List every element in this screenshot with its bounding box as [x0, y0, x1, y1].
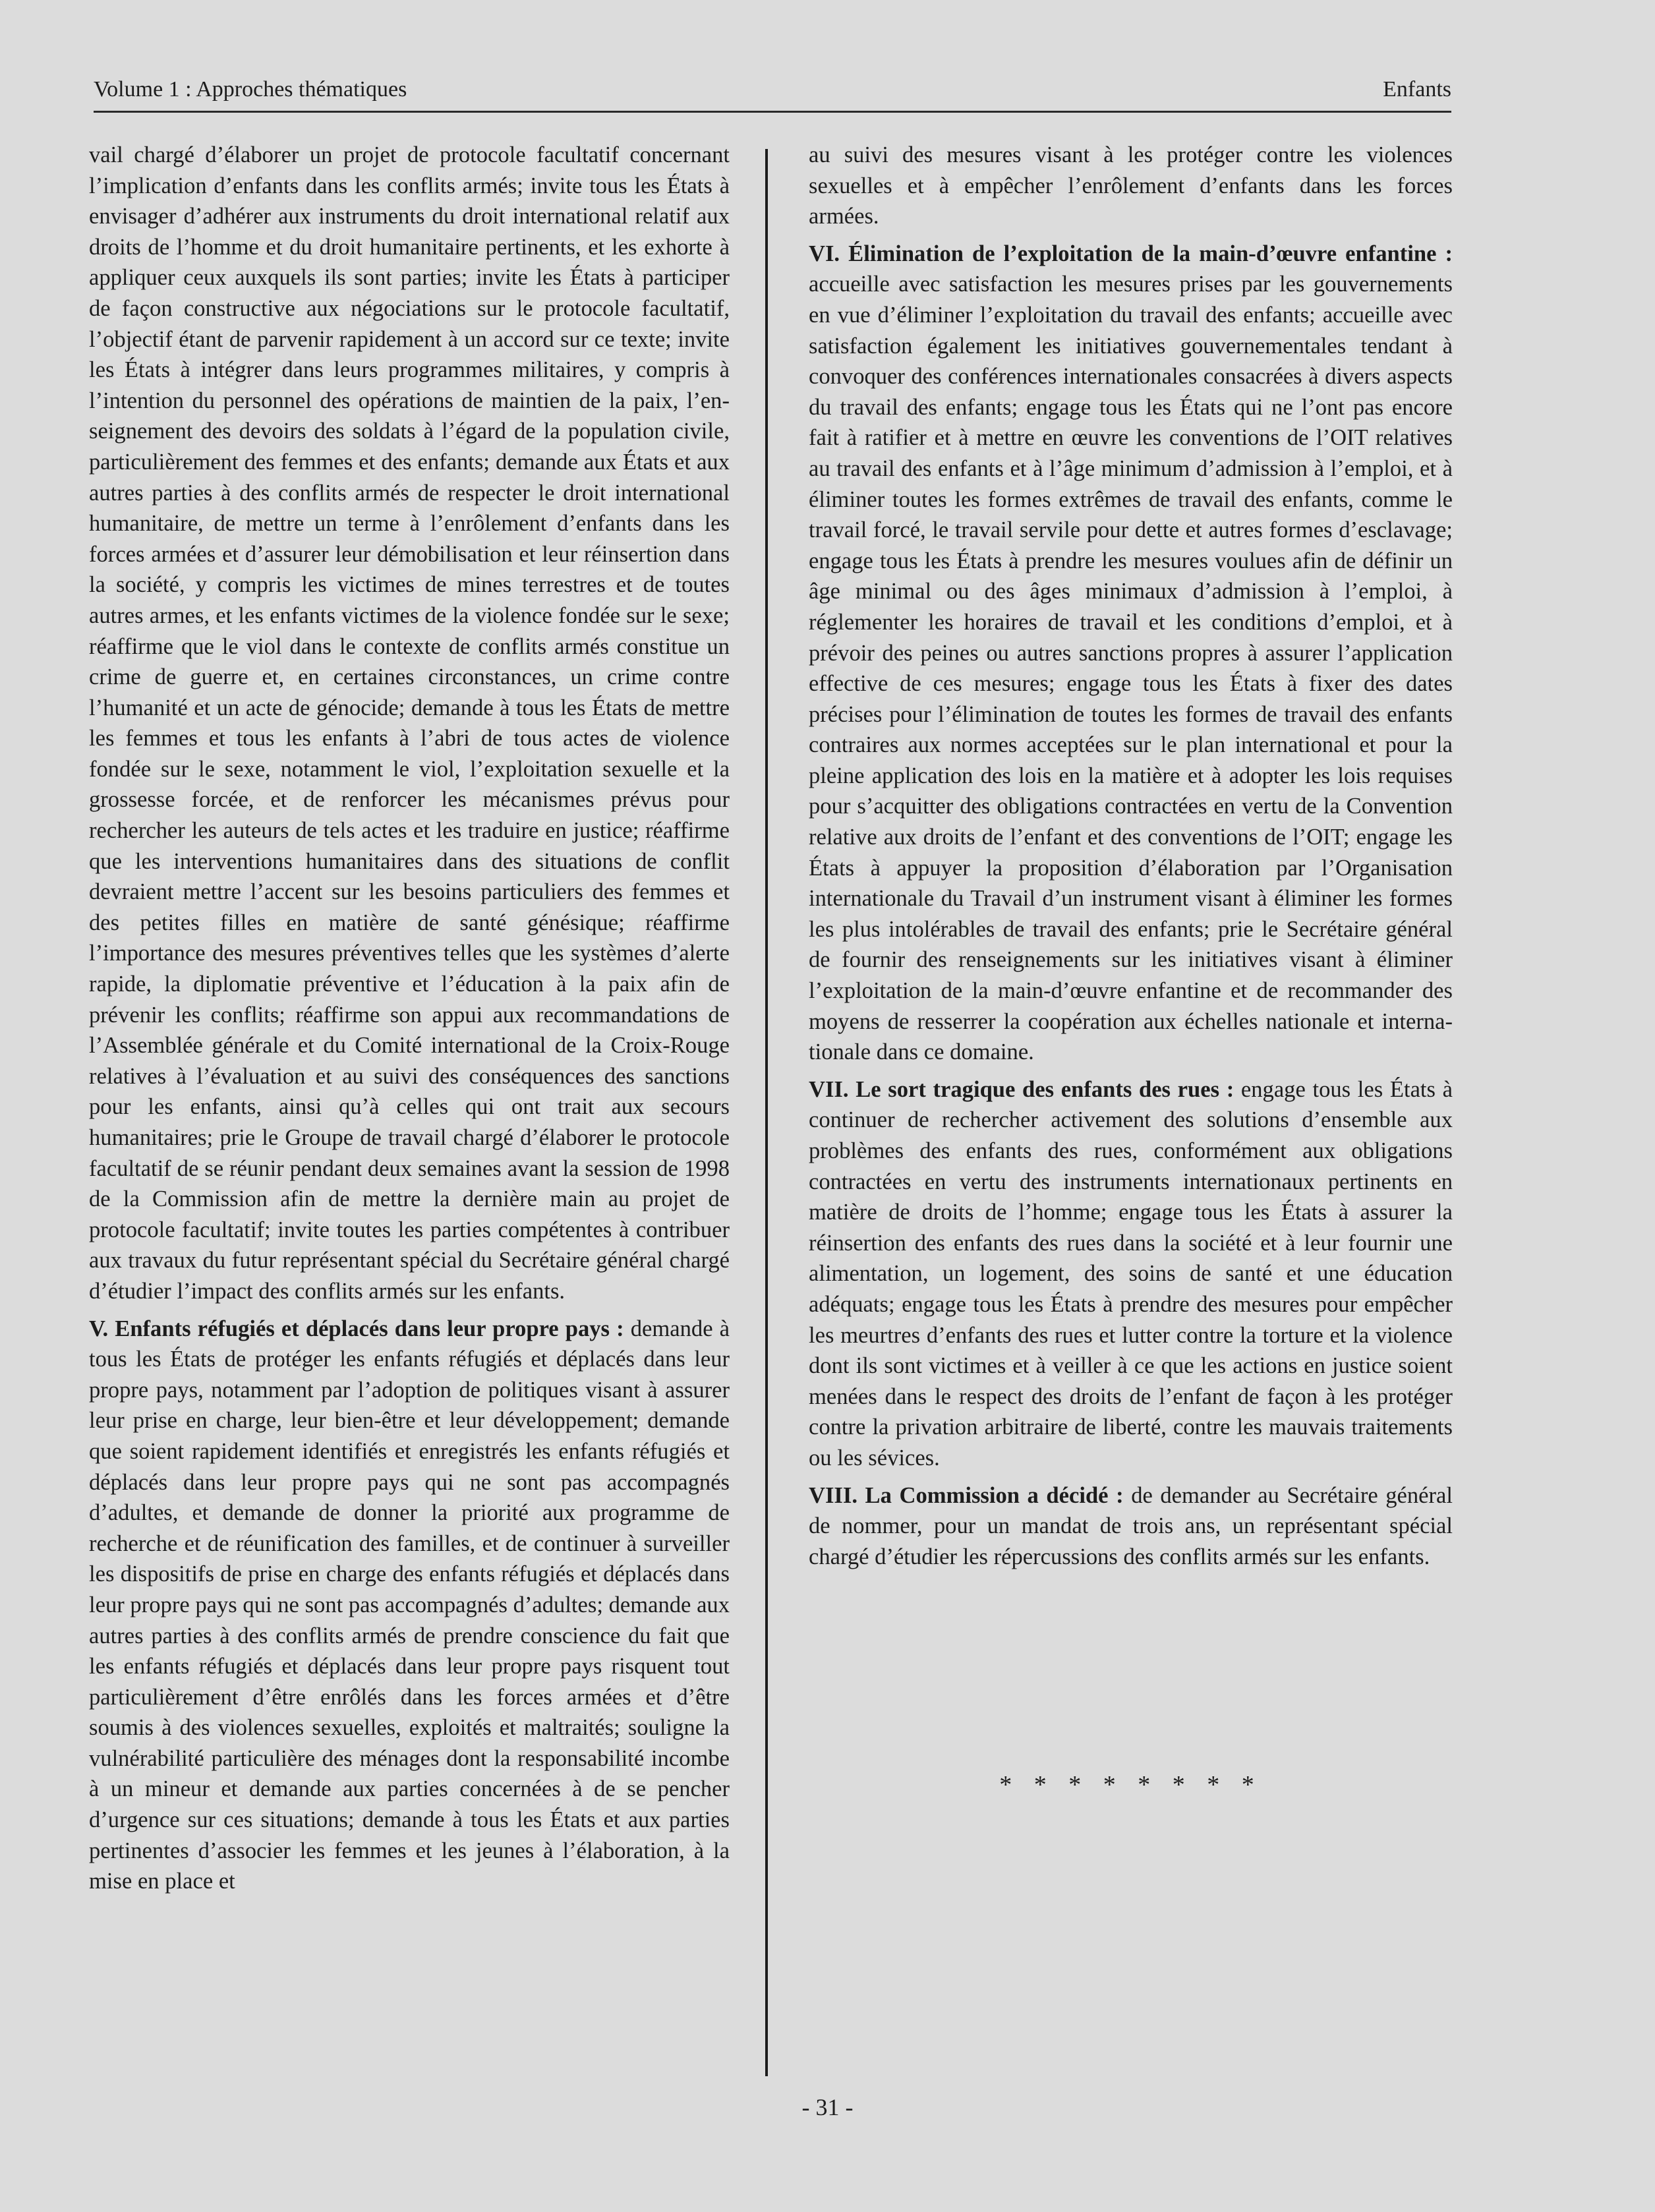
section-v [89, 1314, 730, 1897]
asterisk-separator: * * * * * * * * [999, 1771, 1262, 1799]
header-volume-title: Volume 1 : Approches thématiques [94, 77, 407, 102]
section-viii-text: de demander au Secrétaire général de nommer, pour un mandat de trois ans, un représentant spécial chargé d’étudier les répercussions des conflits armés sur les enfants. [809, 1482, 1453, 1569]
section-vii-text: engage tous les États à continuer de rechercher activement des solutions d’ensemble aux problèmes des enfants des rues, conformément aux obligations contractées en vertu des instruments internationaux pertinents en matière de droits de l’homme; engage tous les États à assurer la réinsertion des enfants des rues dans la société et à leur fournir une alimentation, un logement, des soins de santé et une éducation adéquats; engage tous les États à prendre des mesures pour empêcher les meurtres d’enfants des rues et lutter contre la torture et la violence dont ils sont victimes et à veiller à ce que les actions en justice soient menées dans le respect des droits de l’enfant de façon à les protéger contre la privation arbitraire de liberté, contre les mauvais traitements ou les sévices. [809, 1076, 1453, 1470]
paragraph-continuation-right: au suivi des mesures visant à les protéger contre les violences sexuelles et à empêcher l’enrôlement d’enfants dans les forces armées. [809, 142, 1453, 229]
section-vi-title: VI. Élimination de l’exploitation de la main-d’œuvre enfantine : [809, 241, 1453, 266]
right-column [809, 140, 1453, 1579]
left-column [89, 140, 730, 1904]
header-section-title: Enfants [1383, 77, 1451, 102]
section-vi-text: accueille avec satisfaction les mesures prises par les gouvernements en vue d’éliminer l’exploitation du travail des enfants; accueille avec satisfaction également les initiatives gouvernementales tendant à convoquer des conférences internationales consacrées à divers aspects du travail des enfants; engage tous les États qui ne l’ont pas encore fait à ratifier et à mettre en œuvre les conventions de l’OIT relatives au travail des enfants et à l’âge minimum d’admission à l’emploi, et à éliminer toutes les formes extrêmes de travail des enfants, comme le travail forcé, le travail servile pour dette et autres formes d’esclavage; engage tous les États à prendre les mesures voulues afin de définir un âge minimal ou des âges minimaux d’admission à l’emploi, à réglementer les horaires de travail et les conditions d’emploi, et à prévoir des peines ou autres sanctions propres à assurer l’application effective de ces mesures; engage tous les États à fixer des dates précises pour l’élimination de toutes les formes de travail des enfants contraires aux normes acceptées sur le plan international et pour la pleine application des lois en la matière et à adopter les lois requises pour s’acquitter des obligations contractées en vertu de la Convention relative aux droits de l’enfant et des conventions de l’OIT; engage les États à appuyer la proposition d’élaboration par l’Organisation internationale du Travail d’un instrument visant à éliminer les formes les plus intolérables de travail des enfants; prie le Secrétaire général de fournir des renseignements sur les initiatives visant à éliminer l’exploitation de la main-d’œuvre enfantine et de recommander des moyens de resserrer la coopération aux échelles nationale et internationale dans ce domaine. [809, 272, 1453, 1065]
running-header [94, 71, 1451, 113]
section-vii-title: VII. Le sort tragique des enfants des rues : [809, 1076, 1234, 1102]
section-viii-title: VIII. La Commission a décidé : [809, 1482, 1124, 1508]
section-viii [809, 1480, 1453, 1573]
section-vii [809, 1074, 1453, 1474]
paragraph-continuation: vail chargé d’élaborer un projet de protocole facultatif concernant l’implication d’enfants dans les conflits armés; invite tous les États à envisager d’adhérer aux instruments du droit international relatif aux droits de l’homme et du droit humanitaire pertinents, et les exhorte à appliquer ceux auxquels ils sont parties; invite les États à participer de façon constructive aux négociations sur le protocole facultatif, l’objectif étant de parvenir rapidement à un accord sur ce texte; invite les États à intégrer dans leurs programmes militaires, y compris à l’intention du personnel des opérations de maintien de la paix, l’enseignement des devoirs des soldats à l’égard de la population civile, particulièrement des femmes et des enfants; demande aux États et aux autres parties à des conflits armés de respecter le droit international humanitaire, de mettre un terme à l’enrôlement d’enfants dans les forces armées et d’assurer leur démobilisation et leur réinsertion dans la société, y compris les victimes de mines terrestres et de toutes autres armes, et les enfants victimes de la violence fondée sur le sexe; réaffirme que le viol dans le contexte de conflits armés constitue un crime de guerre et, en certaines circonstances, un crime contre l’humanité et un acte de génocide; demande à tous les États de mettre les femmes et tous les enfants à l’abri de tous actes de violence fondée sur le sexe, notamment le viol, l’exploitation sexuelle et la grossesse forcée, et de renforcer les mécanismes prévus pour rechercher les auteurs de tels actes et les traduire en justice; réaffirme que les interventions humanitaires dans des situations de conflit devraient mettre l’accent sur les besoins particuliers des femmes et des petites filles en matière de santé génésique; réaffirme l’importance des mesures préventives telles que les systèmes d’alerte rapide, la diplomatie préventive et l’éducation à la paix afin de prévenir les conflits; réaffirme son appui aux recommandations de l’Assemblée générale et du Comité international de la Croix-Rouge relatives à l’évaluation et au suivi des conséquences des sanctions pour les enfants, ainsi qu’à celles qui ont trait aux secours humanitaires; prie le Groupe de travail chargé d’élaborer le protocole facultatif de se réunir pendant deux semaines avant la session de 1998 de la Commission afin de mettre la dernière main au projet de protocole facultatif; invite toutes les parties compétentes à contribuer aux travaux du futur représentant spécial du Secrétaire général chargé d’étudier l’impact des conflits armés sur les enfants. [89, 142, 730, 1304]
section-vi [809, 239, 1453, 1068]
section-v-title: V. Enfants réfugiés et déplacés dans leur propre pays : [89, 1316, 624, 1341]
page-number: - 31 - [801, 2094, 854, 2120]
column-divider [765, 149, 768, 2076]
section-v-text: demande à tous les États de protéger les enfants réfugiés et déplacés dans leur propre pays, notamment par l’adoption de politiques visant à assurer leur prise en charge, leur bien-être et leur développement; demande que soient rapidement identifiés et enregistrés les enfants réfugiés et déplacés dans leur propre pays qui ne sont pas accompagnés d’adultes, et demande de donner la priorité aux programme de recherche et de réunification des familles, et de continuer à surveiller les dispositifs de prise en charge des enfants réfugiés et déplacés dans leur propre pays qui ne sont pas accompagnés d’adultes; demande aux autres parties à des conflits armés de prendre conscience du fait que les enfants réfugiés et déplacés dans leur propre pays risquent tout particulièrement d’être enrôlés dans les forces armées et d’être soumis à des violences sexuelles, exploités et maltraités; souligne la vulnérabilité particulière des ménages dont la responsabilité incombe à un mineur et demande aux parties concernées à de se pencher d’urgence sur ces situations; demande à tous les États et aux parties pertinentes d’associer les femmes et les jeunes à l’élaboration, à la mise en place et [89, 1316, 730, 1894]
